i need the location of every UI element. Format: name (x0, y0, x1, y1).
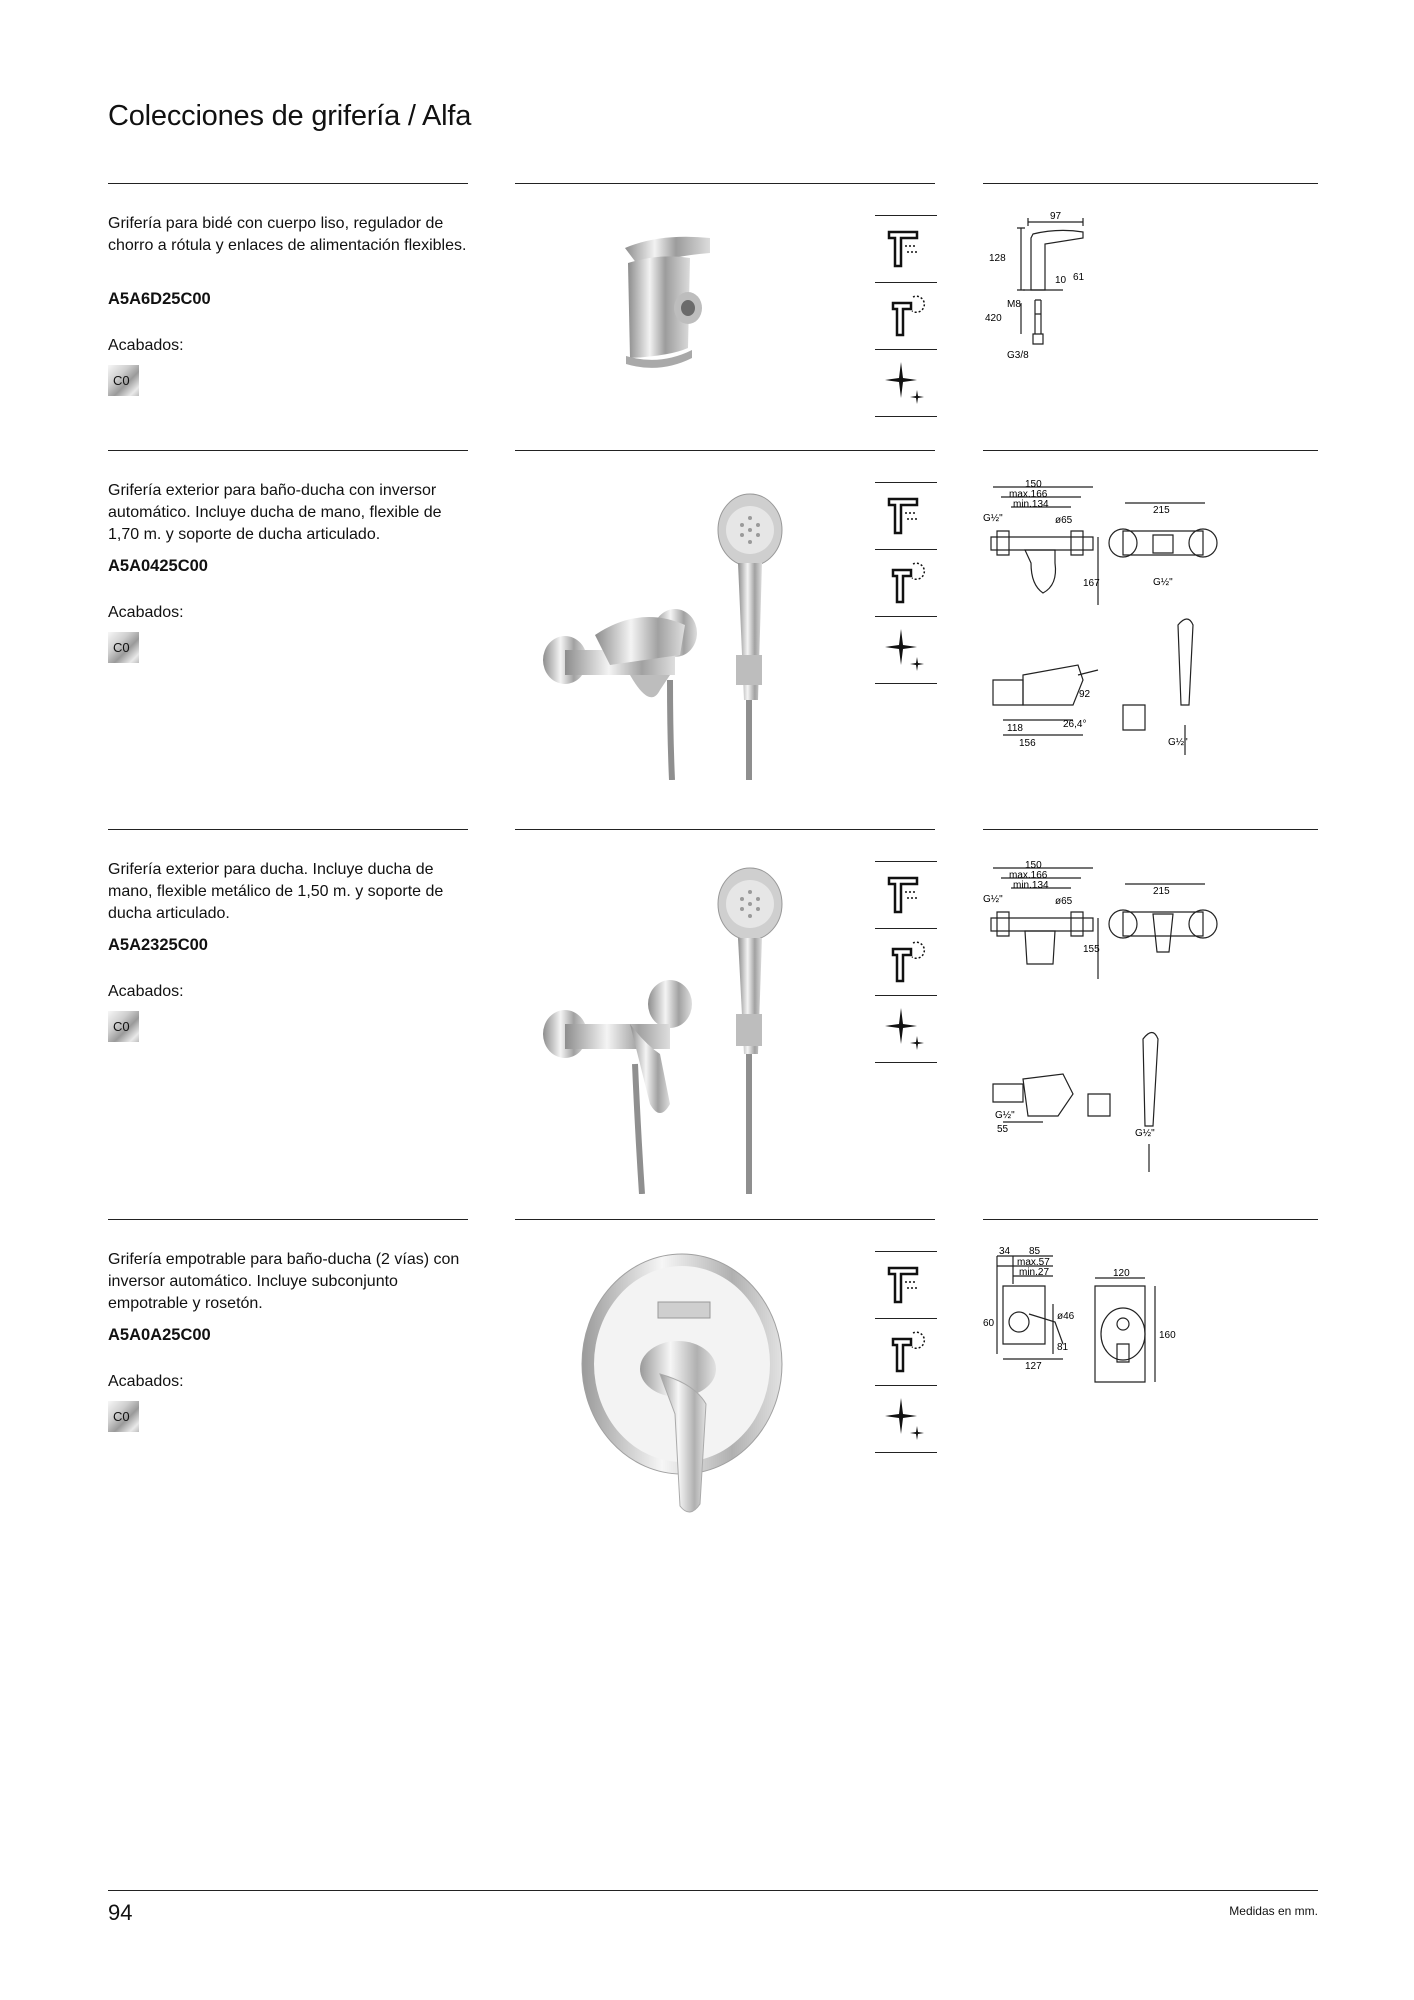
finish-swatch-chrome: C0 (108, 1011, 139, 1042)
aerator-tap-icon (875, 861, 937, 928)
product-description: Grifería para bidé con cuerpo liso, regulador de chorro a rótula y enlaces de alimentación flexibles. (108, 215, 467, 254)
product-section (0, 450, 1414, 830)
dimension-label: 118 (1007, 723, 1023, 734)
dimension-label: max.166 (1009, 870, 1048, 881)
finish-swatch-chrome: C0 (108, 365, 139, 396)
dimension-label: G½" (995, 1110, 1015, 1121)
dimension-label: 420 (985, 313, 1002, 324)
eco-tap-icon (875, 1318, 937, 1385)
divider (983, 183, 1318, 184)
dimension-label: 61 (1073, 272, 1085, 283)
divider (983, 829, 1318, 830)
concealed-mixer-photo (510, 1244, 855, 1534)
product-code: A5A0A25C00 (108, 1326, 211, 1344)
bath-shower-mixer-photo (510, 475, 855, 780)
dimension-label: 150 (1025, 479, 1042, 490)
dimension-label: 127 (1025, 1361, 1042, 1372)
dimension-label: 150 (1025, 860, 1042, 871)
finish-label: Acabados: (108, 337, 184, 354)
dimension-label: 160 (1159, 1330, 1176, 1341)
dimension-label: G½" (1168, 737, 1188, 748)
divider (983, 450, 1318, 451)
dimension-label: 10 (1055, 275, 1067, 286)
dimension-label: G½" (1153, 577, 1173, 588)
aerator-tap-icon (875, 1251, 937, 1318)
eco-tap-icon (875, 549, 937, 616)
aerator-tap-icon (875, 215, 937, 282)
technical-drawing (983, 1244, 1243, 1404)
finish-label: Acabados: (108, 983, 184, 1000)
dimension-label: 155 (1083, 944, 1100, 955)
dimension-label: ø65 (1055, 515, 1073, 526)
dimension-label: M8 (1007, 299, 1021, 310)
dimension-label: min.27 (1019, 1267, 1050, 1278)
divider (108, 183, 468, 184)
technical-drawing (983, 475, 1303, 785)
technical-drawing (983, 854, 1303, 1184)
divider (515, 829, 935, 830)
dimension-label: G3/8 (1007, 350, 1029, 361)
product-code: A5A0425C00 (108, 557, 208, 575)
divider (983, 1219, 1318, 1220)
sparkle-finish-icon (875, 349, 937, 417)
divider (515, 1219, 935, 1220)
eco-tap-icon (875, 928, 937, 995)
feature-icons (875, 861, 937, 1063)
technical-drawing (983, 208, 1143, 388)
divider (515, 450, 935, 451)
dimension-label: max.57 (1017, 1257, 1050, 1268)
dimension-label: 34 (999, 1246, 1011, 1257)
dimension-label: 26,4° (1063, 719, 1087, 730)
dimension-label: G½" (1135, 1128, 1155, 1139)
dimension-label: 85 (1029, 1246, 1041, 1257)
shower-mixer-photo (510, 854, 855, 1194)
page-title: Colecciones de grifería / Alfa (108, 100, 472, 132)
dimension-label: 81 (1057, 1342, 1069, 1353)
sparkle-finish-icon (875, 995, 937, 1063)
feature-icons (875, 1251, 937, 1453)
sparkle-finish-icon (875, 616, 937, 684)
footer-divider (108, 1890, 1318, 1891)
finish-label: Acabados: (108, 604, 184, 621)
dimension-label: 128 (989, 253, 1006, 264)
dimension-label: max.166 (1009, 489, 1048, 500)
dimension-label: 215 (1153, 886, 1170, 897)
dimension-label: 97 (1050, 211, 1062, 222)
eco-tap-icon (875, 282, 937, 349)
bidet-mixer-photo (510, 208, 855, 388)
product-section (0, 1219, 1414, 1599)
dimension-label: min.134 (1013, 499, 1049, 510)
aerator-tap-icon (875, 482, 937, 549)
feature-icons (875, 482, 937, 684)
divider (108, 1219, 468, 1220)
divider (108, 829, 468, 830)
dimension-label: 55 (997, 1124, 1009, 1135)
divider (108, 450, 468, 451)
dimension-label: ø65 (1055, 896, 1073, 907)
product-code: A5A2325C00 (108, 936, 208, 954)
feature-icons (875, 215, 937, 417)
dimension-label: 156 (1019, 738, 1036, 749)
divider (515, 183, 935, 184)
sparkle-finish-icon (875, 1385, 937, 1453)
finish-label: Acabados: (108, 1373, 184, 1390)
product-section (0, 829, 1414, 1209)
dimension-label: G½" (983, 894, 1003, 905)
page-number: 94 (108, 1900, 133, 1925)
dimension-label: 120 (1113, 1268, 1130, 1279)
product-description: Grifería exterior para baño-ducha con inversor automático. Incluye ducha de mano, flexible de 1,70 m. y soporte de ducha articulado. (108, 482, 442, 543)
dimension-label: ø46 (1057, 1311, 1075, 1322)
dimension-label: min.134 (1013, 880, 1049, 891)
footer-note: Medidas en mm. (1229, 1904, 1318, 1918)
dimension-label: 215 (1153, 505, 1170, 516)
finish-swatch-chrome: C0 (108, 632, 139, 663)
dimension-label: 167 (1083, 578, 1100, 589)
dimension-label: 92 (1079, 689, 1091, 700)
dimension-label: G½" (983, 513, 1003, 524)
product-code: A5A6D25C00 (108, 290, 211, 308)
product-description: Grifería exterior para ducha. Incluye ducha de mano, flexible metálico de 1,50 m. y soporte de ducha articulado. (108, 861, 444, 922)
dimension-label: 60 (983, 1318, 995, 1329)
product-description: Grifería empotrable para baño-ducha (2 vías) con inversor automático. Incluye subconjunto empotrable y rosetón. (108, 1251, 460, 1312)
finish-swatch-chrome: C0 (108, 1401, 139, 1432)
